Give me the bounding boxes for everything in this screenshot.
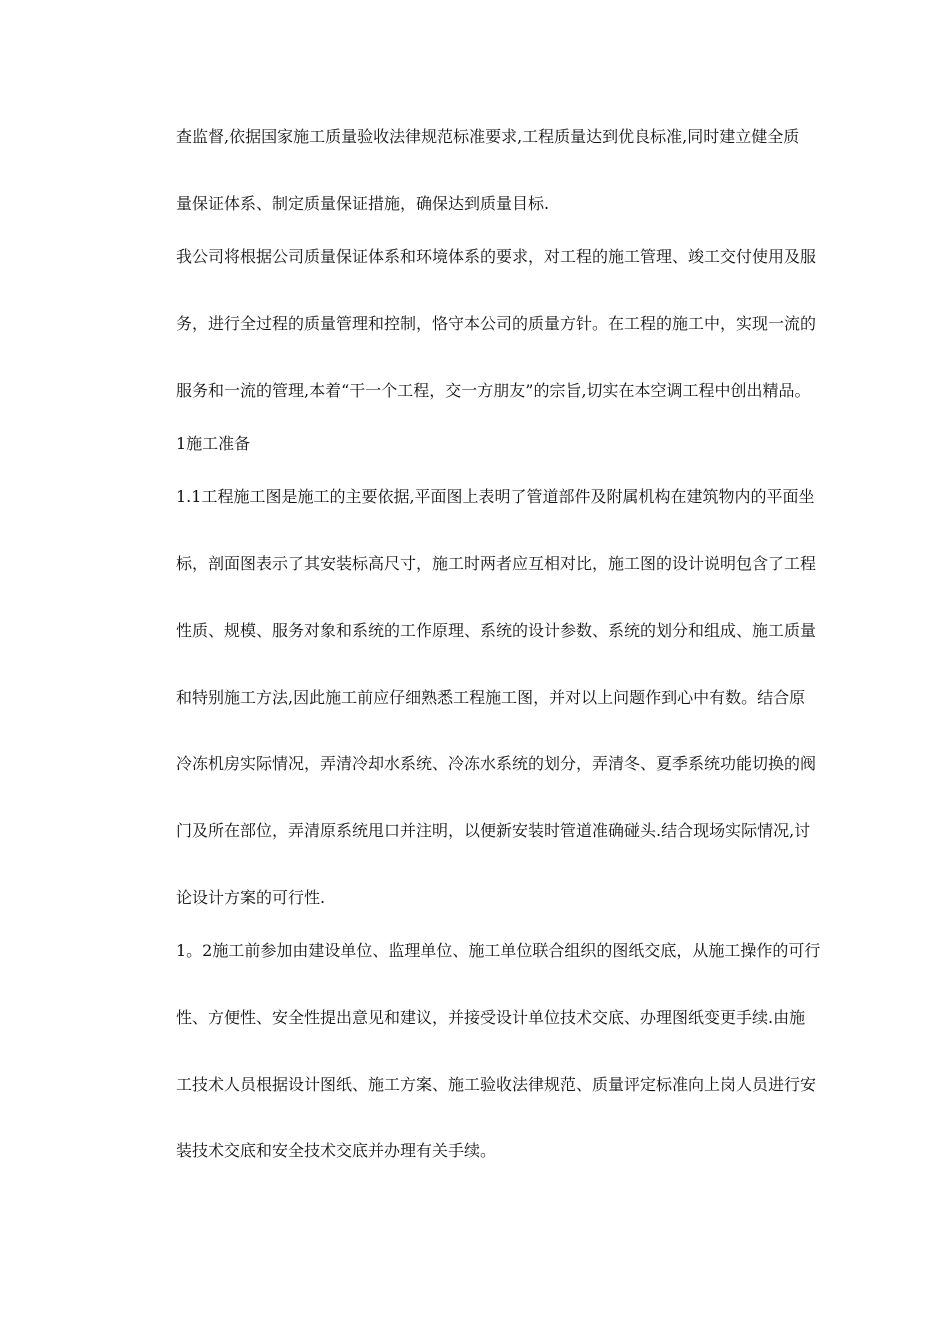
paragraph-line-4: 务，进行全过程的质量管理和控制，恪守本公司的质量方针。在工程的施工中，实现一流的 <box>176 314 817 333</box>
section-heading: 1施工准备 <box>176 434 251 453</box>
paragraph-line-3: 我公司将根据公司质量保证体系和环境体系的要求，对工程的施工管理、竣工交付使用及服 <box>176 247 817 266</box>
paragraph-line-11: 冷冻机房实际情况，弄清冷却水系统、冷冻水系统的划分，弄清冬、夏季系统功能切换的阀 <box>176 754 817 773</box>
paragraph-line-2: 量保证体系、制定质量保证措施，确保达到质量目标. <box>176 194 550 213</box>
paragraph-line-9: 性质、规模、服务对象和系统的工作原理、系统的设计参数、系统的划分和组成、施工质量 <box>176 621 817 640</box>
paragraph-line-1: 查监督,依据国家施工质量验收法律规范标准要求,工程质量达到优良标准,同时建立健全质 <box>176 127 800 146</box>
paragraph-line-13: 论设计方案的可行性. <box>176 888 326 907</box>
paragraph-line-10: 和特别施工方法,因此施工前应仔细熟悉工程施工图，并对以上问题作到心中有数。结合原 <box>176 688 806 707</box>
paragraph-line-5: 服务和一流的管理,本着“干一个工程，交一方朋友”的宗旨,切实在本空调工程中创出精品。 <box>176 381 811 400</box>
paragraph-line-14: 1。2施工前参加由建设单位、监理单位、施工单位联合组织的图纸交底，从施工操作的可行 <box>176 941 821 960</box>
paragraph-line-12: 门及所在部位，弄清原系统甩口并注明，以便新安装时管道准确碰头.结合现场实际情况,讨 <box>176 821 811 840</box>
paragraph-line-15: 性、方便性、安全性提出意见和建议，并接受设计单位技术交底、办理图纸变更手续.由施 <box>176 1008 806 1027</box>
paragraph-line-8: 标，剖面图表示了其安装标高尺寸，施工时两者应互相对比，施工图的设计说明包含了工程 <box>176 554 817 573</box>
paragraph-line-16: 工技术人员根据设计图纸、施工方案、施工验收法律规范、质量评定标准向上岗人员进行安 <box>176 1075 817 1094</box>
paragraph-line-17: 装技术交底和安全技术交底并办理有关手续。 <box>176 1141 497 1160</box>
paragraph-line-7: 1.1工程施工图是施工的主要依据,平面图上表明了管道部件及附属机构在建筑物内的平面坐 <box>176 487 815 506</box>
